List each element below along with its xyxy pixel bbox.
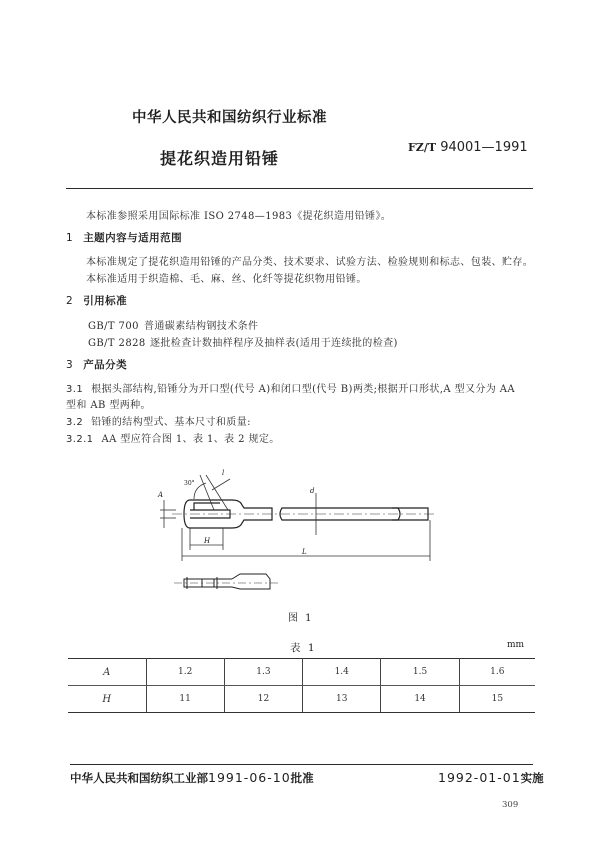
- section-1-heading: 1 主题内容与适用范围: [66, 232, 183, 244]
- table-cell: 12: [224, 686, 302, 713]
- standard-code: [408, 140, 528, 155]
- dim-l-label: L: [302, 548, 307, 556]
- reference-item: [88, 334, 398, 349]
- table-cell: 1.2: [146, 659, 224, 686]
- table-cell: 1.6: [459, 659, 535, 686]
- table-cell: 11: [146, 686, 224, 713]
- table-row: [68, 686, 535, 713]
- implementation-line: 1992-01-01实施: [438, 770, 544, 785]
- dim-a-label: A: [158, 491, 164, 499]
- table-unit: mm: [507, 640, 525, 650]
- header-divider: [66, 188, 533, 189]
- clause-3-1-continued: 型和 AB 型两种。: [66, 400, 151, 411]
- row-label: A: [68, 659, 146, 686]
- reference-code: GB/T 700: [88, 321, 139, 332]
- table-cell: 1.3: [224, 659, 302, 686]
- intro-text: 本标准参照采用国际标准 ISO 2748—1983《提花织造用铅锤》。: [86, 211, 392, 222]
- standard-code-prefix: FZ/T: [408, 141, 437, 154]
- table-cell: 1.4: [303, 659, 381, 686]
- section-2-heading: 2 引用标准: [66, 295, 128, 307]
- clause-3-2: 3.2 铅锤的结构型式、基本尺寸和质量:: [66, 417, 251, 428]
- clause-3-1: 3.1 根据头部结构,铅锤分为开口型(代号 A)和闭口型(代号 B)两类;根据开口形状,A 型又分为 AA: [66, 384, 515, 395]
- slot-width-label: l: [222, 469, 225, 477]
- lead-weight-drawing: [150, 465, 450, 605]
- dim-h-label: H: [204, 537, 211, 545]
- section-3-heading: 3 产品分类: [66, 359, 128, 371]
- table-row: [68, 659, 535, 686]
- dimension-table: [68, 658, 535, 713]
- table-caption: 表 1: [290, 642, 317, 654]
- row-label: H: [68, 686, 146, 713]
- page-number: 309: [502, 800, 519, 810]
- issuing-organization: 中华人民共和国纺织行业标准: [132, 110, 327, 126]
- standard-code-number: 94001—1991: [440, 140, 528, 155]
- figure-caption: 图 1: [288, 613, 314, 624]
- reference-item: [88, 317, 258, 332]
- reference-title: 逐批检查计数抽样程序及抽样表(适用于连续批的检查): [150, 338, 398, 349]
- document-title: 提花织造用铅锤: [160, 149, 280, 168]
- section-1-paragraph-2: 本标准适用于织造棉、毛、麻、丝、化纤等提花织物用铅锤。: [86, 274, 367, 285]
- reference-title: 普通碳素结构钢技术条件: [144, 321, 259, 332]
- approval-date: 1991-06-10: [208, 770, 291, 785]
- reference-code: GB/T 2828: [88, 338, 146, 349]
- dim-d-label: d: [310, 487, 315, 495]
- clause-3-2-1: 3.2.1 AA 型应符合图 1、表 1、表 2 规定。: [66, 434, 280, 445]
- table-cell: 14: [381, 686, 459, 713]
- approval-line: 中华人民共和国纺织工业部1991-06-10批准: [70, 770, 314, 785]
- table-cell: 15: [459, 686, 535, 713]
- footer-divider: [70, 764, 533, 765]
- table-cell: 1.5: [381, 659, 459, 686]
- angle-label: 30°: [184, 480, 195, 487]
- section-1-paragraph-1: 本标准规定了提花织造用铅锤的产品分类、技术要求、试验方法、检验规则和标志、包装、贮存。: [86, 257, 534, 268]
- table-cell: 13: [303, 686, 381, 713]
- implementation-date: 1992-01-01: [438, 770, 521, 785]
